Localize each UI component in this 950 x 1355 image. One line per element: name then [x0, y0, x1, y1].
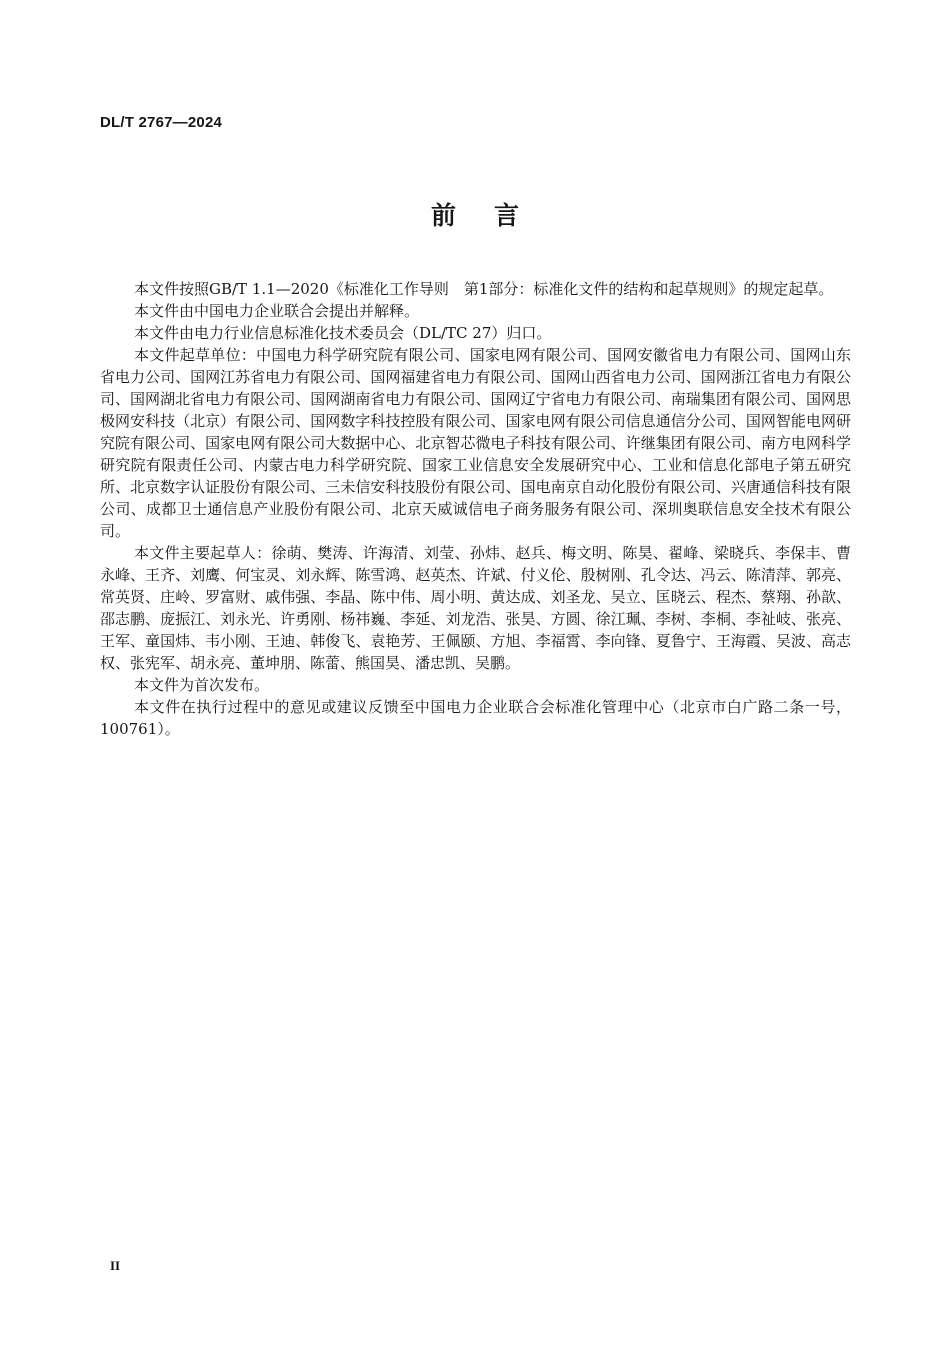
page-title: 前言: [430, 201, 557, 230]
paragraph-drafting-rules: 本文件按照GB/T 1.1—2020《标准化工作导则 第1部分：标准化文件的结构和起草规则》的规定起草。: [134, 280, 834, 298]
foreword-body: [100, 278, 851, 740]
paragraph-first-release: 本文件为首次发布。: [134, 676, 270, 694]
paragraph-drafting-units: 本文件起草单位：中国电力科学研究院有限公司、国家电网有限公司、国网安徽省电力有限公司、国网山东省电力公司、国网江苏省电力有限公司、国网福建省电力有限公司、国网山西省电力公司、国网浙江省电力有限公司、国网湖北省电力有限公司、国网湖南省电力有限公司、国网辽宁省电力有限公司、南瑞集团有限公司、国网思极网安科技（北京）有限公司、国网数字科技控股有限公司、国家电网有限公司信息通信分公司、国网智能电网研究院有限公司、国家电网有限公司大数据中心、北京智芯微电子科技有限公司、许继集团有限公司、南方电网科学研究院有限责任公司、内蒙古电力科学研究院、国家工业信息安全发展研究中心、工业和信息化部电子第五研究所、北京数字认证股份有限公司、三未信安科技股份有限公司、国电南京自动化股份有限公司、兴唐通信科技有限公司、成都卫士通信息产业股份有限公司、北京天威诚信电子商务服务有限公司、深圳奥联信息安全技术有限公司。: [100, 346, 851, 540]
paragraph-drafters: 本文件主要起草人：徐萌、樊涛、许海清、刘莹、孙炜、赵兵、梅文明、陈昊、翟峰、梁晓兵、李保丰、曹永峰、王齐、刘鹰、何宝灵、刘永辉、陈雪鸿、赵英杰、许斌、付义伦、殷树刚、孔令达、冯云、陈清萍、郭亮、常英贤、庄岭、罗富财、戚伟强、李晶、陈中伟、周小明、黄达成、刘圣龙、吴立、匡晓云、程杰、蔡翔、孙歆、邵志鹏、庞振江、刘永光、许勇刚、杨祎巍、李延、刘龙浩、张昊、方圆、徐江珮、李树、李桐、李祉岐、张亮、王军、童国炜、韦小刚、王迪、韩俊飞、袁艳芳、王佩颐、方旭、李福霄、李向锋、夏鲁宁、王海霞、吴波、高志权、张宪军、胡永亮、董坤朋、陈蕾、熊国昊、潘忠凯、吴鹏。: [100, 544, 851, 672]
paragraph-committee: 本文件由电力行业信息标准化技术委员会（DL/TC 27）归口。: [134, 324, 552, 342]
paragraph-proposer: 本文件由中国电力企业联合会提出并解释。: [134, 302, 420, 320]
page-number: II: [110, 1258, 121, 1273]
paragraph-feedback: 本文件在执行过程中的意见或建议反馈至中国电力企业联合会标准化管理中心（北京市白广路二条一号，100761）。: [100, 698, 851, 738]
standard-code: DL/T 2767—2024: [100, 114, 223, 131]
